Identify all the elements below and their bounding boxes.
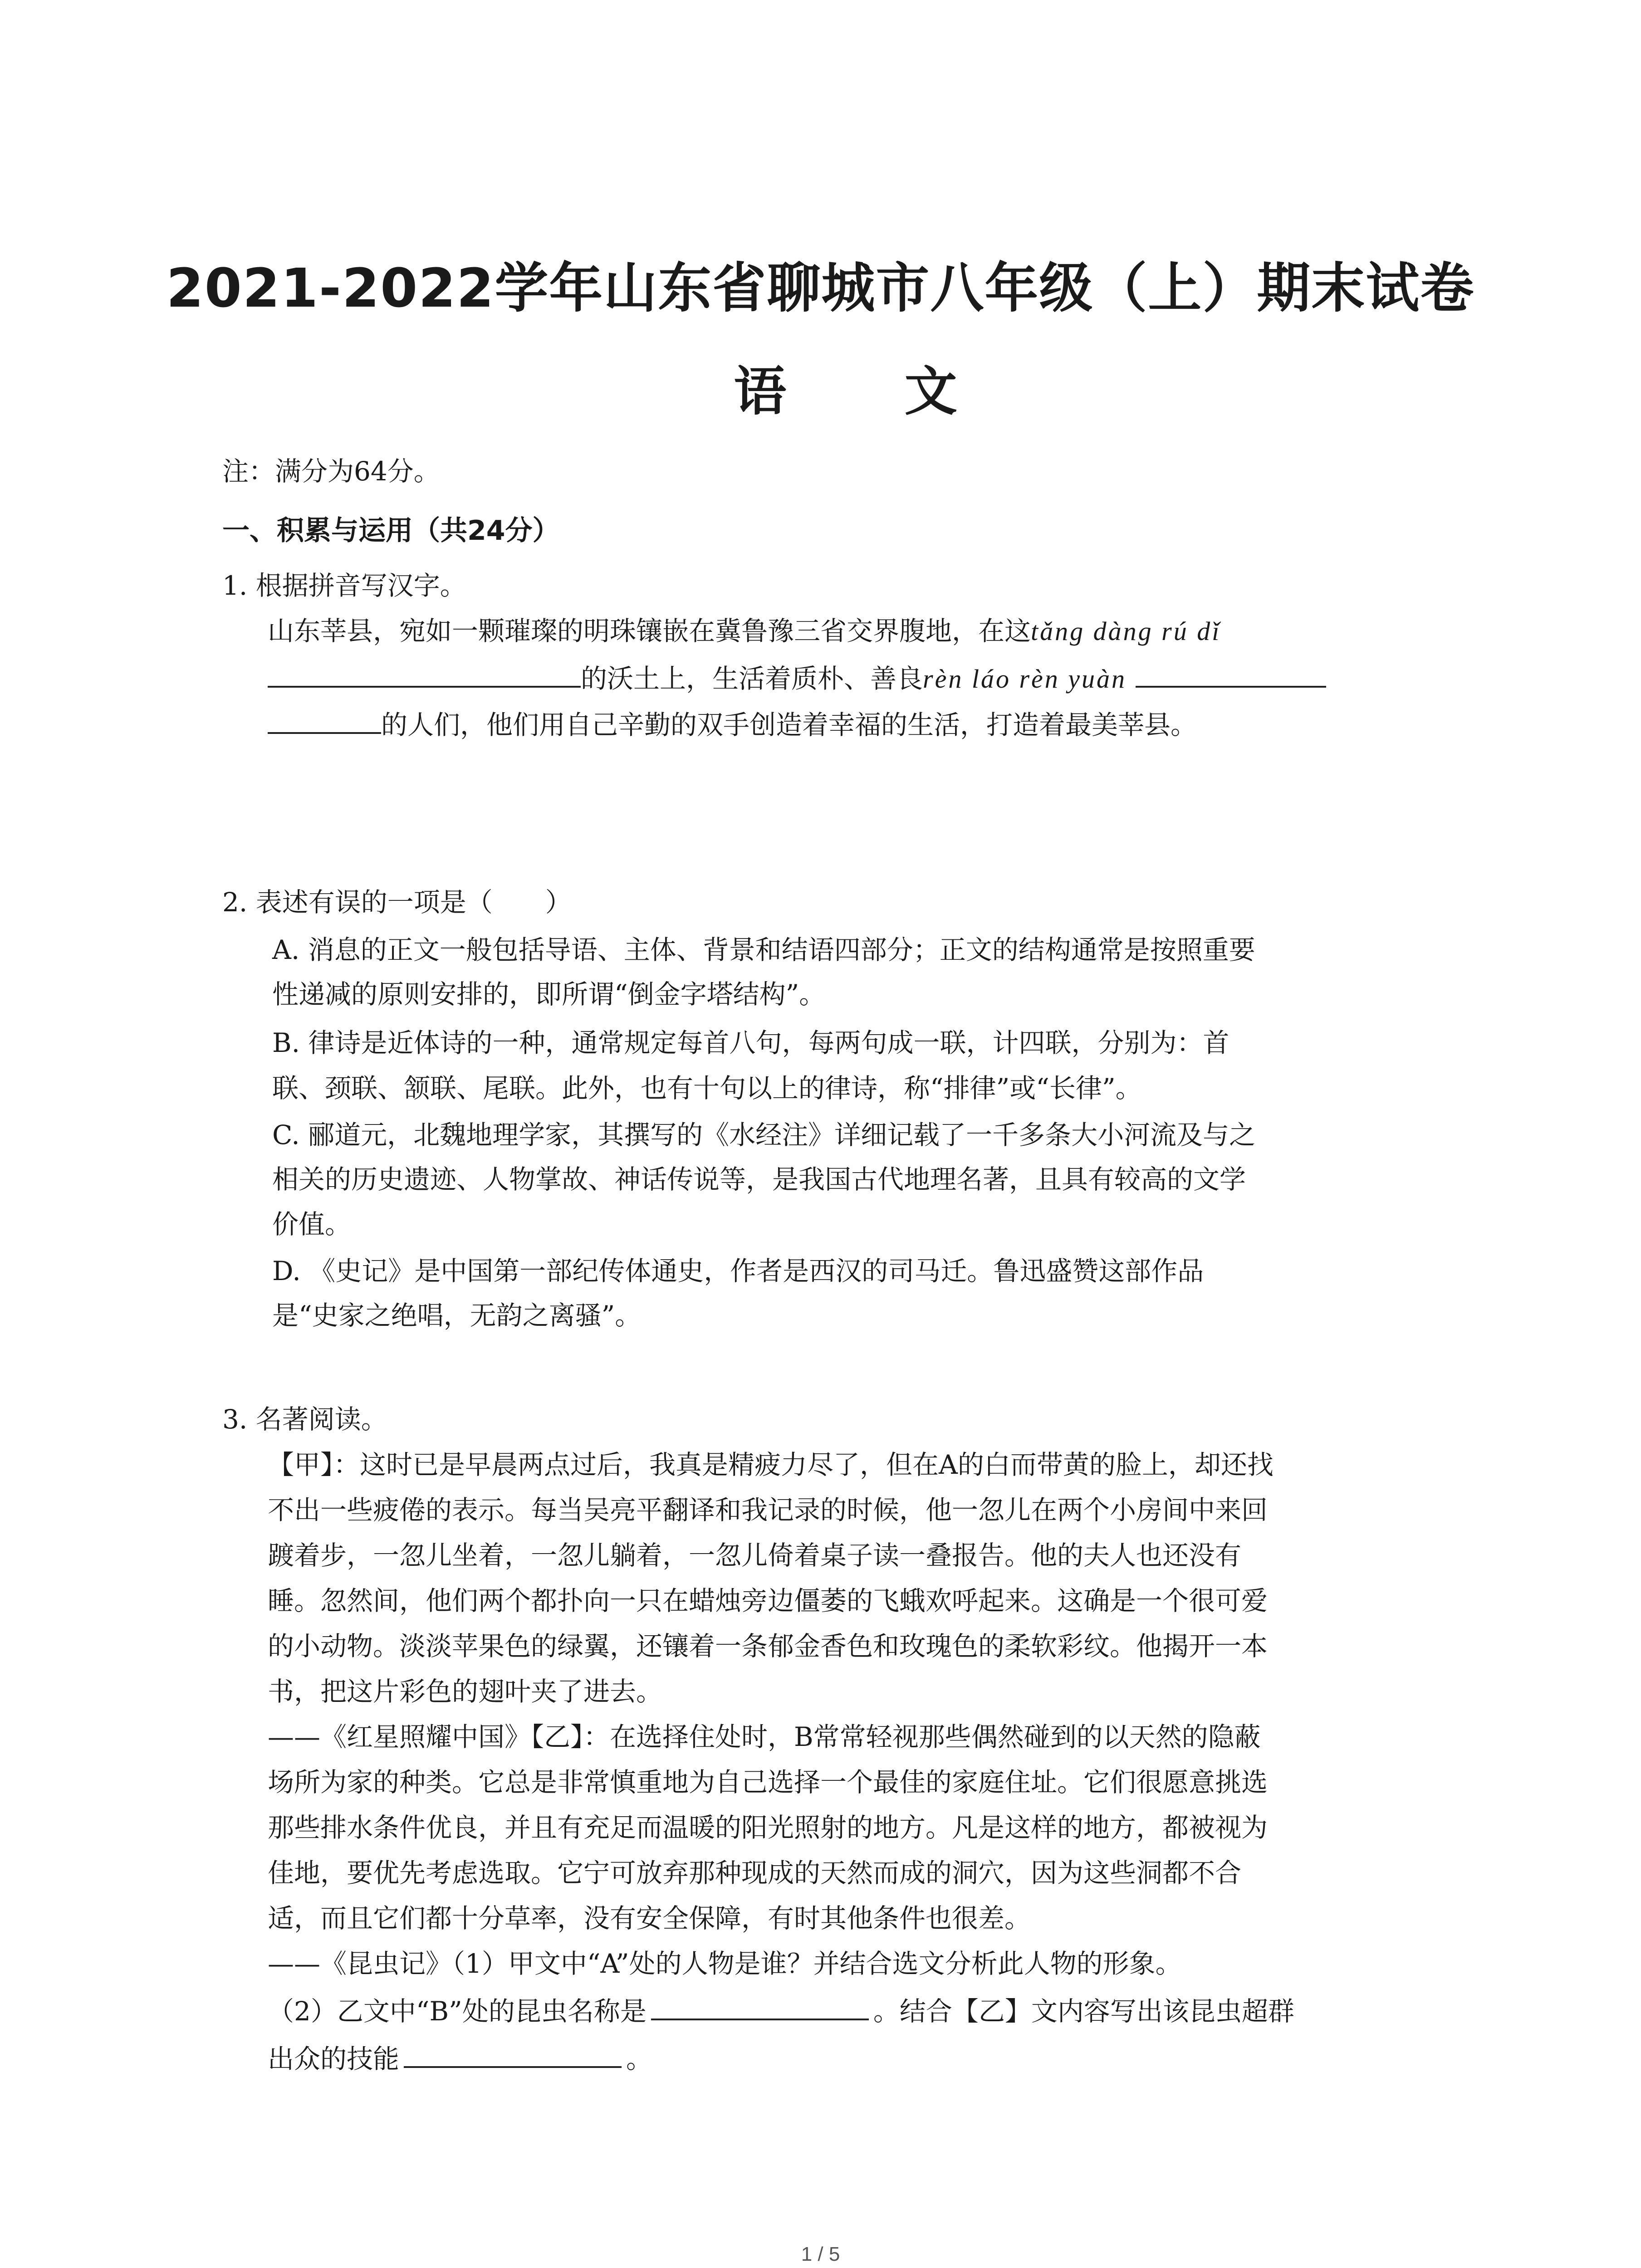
- option-c-cont: 相关的历史遗迹、人物掌故、神话传说等，是我国古代地理名著，且具有较高的文学: [272, 1164, 1246, 1195]
- pinyin-1: tǎng dàng rú dǐ: [1031, 616, 1221, 646]
- option-c-cont: 价值。: [272, 1209, 352, 1240]
- passage-line: 睡。忽然间，他们两个都扑向一只在蜡烛旁边僵萎的飞蛾欢呼起来。这确是一个很可爱: [268, 1585, 1268, 1616]
- question-1-line-1: [268, 618, 1221, 645]
- passage-line: 那些排水条件优良，并且有充足而温暖的阳光照射的地方。凡是这样的地方，都被视为: [268, 1812, 1268, 1843]
- question-3-stem: 3. 名著阅读。: [222, 1404, 387, 1435]
- section-heading: 一、积累与运用（共24分）: [222, 515, 560, 547]
- passage-line: 佳地，要优先考虑选取。它宁可放弃那种现成的天然而成的洞穴，因为这些洞都不合: [268, 1857, 1242, 1888]
- passage-line: 适，而且它们都十分草率，没有安全保障，有时其他条件也很差。: [268, 1903, 1031, 1934]
- passage-line: 场所为家的种类。它总是非常慎重地为自己选择一个最佳的家庭住址。它们很愿意挑选: [268, 1767, 1268, 1798]
- question-1-line-2: [268, 663, 1326, 692]
- sub-question-text: 。: [626, 2043, 653, 2074]
- score-note: 注：满分为64分。: [222, 456, 440, 487]
- sub-question-text: （2）乙文中“B”处的昆虫名称是: [268, 1996, 647, 2027]
- answer-blank-2-cont[interactable]: [268, 709, 381, 734]
- sub-question-text: 出众的技能: [268, 2043, 400, 2074]
- option-a-cont: 性递减的原则安排的，即所谓“倒金字塔结构”。: [272, 979, 826, 1010]
- question-1-text: 的沃土上，生活着质朴、善良: [581, 663, 923, 694]
- question-1-line-3: [268, 709, 1197, 738]
- answer-blank-3[interactable]: [651, 1996, 869, 2020]
- question-2-stem: 2. 表述有误的一项是（ ）: [222, 887, 572, 918]
- answer-blank-1[interactable]: [268, 663, 581, 688]
- answer-blank-2[interactable]: [1136, 663, 1326, 688]
- question-1-stem: 1. 根据拼音写汉字。: [222, 570, 466, 601]
- passage-line: 踱着步，一忽儿坐着，一忽儿躺着，一忽儿倚着桌子读一叠报告。他的夫人也还没有: [268, 1540, 1242, 1571]
- sub-question-text: 。结合【乙】文内容写出该昆虫超群: [873, 1996, 1294, 2027]
- passage-line: 不出一些疲倦的表示。每当吴亮平翻译和我记录的时候，他一忽儿在两个小房间中来回: [268, 1495, 1268, 1525]
- option-d[interactable]: D. 《史记》是中国第一部纪传体通史，作者是西汉的司马迁。鲁迅盛赞这部作品: [272, 1256, 1204, 1286]
- passage-line: 【甲】：这时已是早晨两点过后，我真是精疲力尽了，但在A的白而带黄的脸上，却还找: [268, 1449, 1274, 1480]
- page-number: 1 / 5: [801, 2243, 840, 2265]
- passage-line: ——《昆虫记》（1）甲文中“A”处的人物是谁？并结合选文分析此人物的形象。: [268, 1948, 1182, 1979]
- passage-line: 的小动物。淡淡苹果色的绿翼，还镶着一条郁金香色和玫瑰色的柔软彩纹。他揭开一本: [268, 1631, 1268, 1662]
- option-d-cont: 是“史家之绝唱，无韵之离骚”。: [272, 1300, 642, 1331]
- option-b-cont: 联、颈联、颔联、尾联。此外，也有十句以上的律诗，称“排律”或“长律”。: [272, 1073, 1142, 1104]
- pinyin-2: rèn láo rèn yuàn: [923, 664, 1127, 694]
- option-b[interactable]: B. 律诗是近体诗的一种，通常规定每首八句，每两句成一联，计四联，分别为：首: [272, 1027, 1230, 1058]
- exam-title: 2021-2022学年山东省聊城市八年级（上）期末试卷: [166, 257, 1475, 319]
- question-1-text: 的人们，他们用自己辛勤的双手创造着幸福的生活，打造着最美莘县。: [381, 709, 1197, 740]
- question-1-text: 山东莘县，宛如一颗璀璨的明珠镶嵌在冀鲁豫三省交界腹地，在这: [268, 616, 1031, 646]
- passage-line: 书，把这片彩色的翅叶夹了进去。: [268, 1676, 663, 1707]
- question-3-sub-2: [268, 1996, 1294, 2027]
- option-a[interactable]: A. 消息的正文一般包括导语、主体、背景和结语四部分；正文的结构通常是按照重要: [272, 934, 1255, 965]
- question-3-sub-2-cont: [268, 2043, 652, 2072]
- passage-line: ——《红星照耀中国》【乙】：在选择住处时，B常常轻视那些偶然碰到的以天然的隐蔽: [268, 1721, 1261, 1752]
- answer-blank-4[interactable]: [404, 2043, 622, 2068]
- option-c[interactable]: C. 郦道元，北魏地理学家，其撰写的《水经注》详细记载了一千多条大小河流及与之: [272, 1119, 1256, 1150]
- subject-title: 语 文: [734, 361, 1007, 422]
